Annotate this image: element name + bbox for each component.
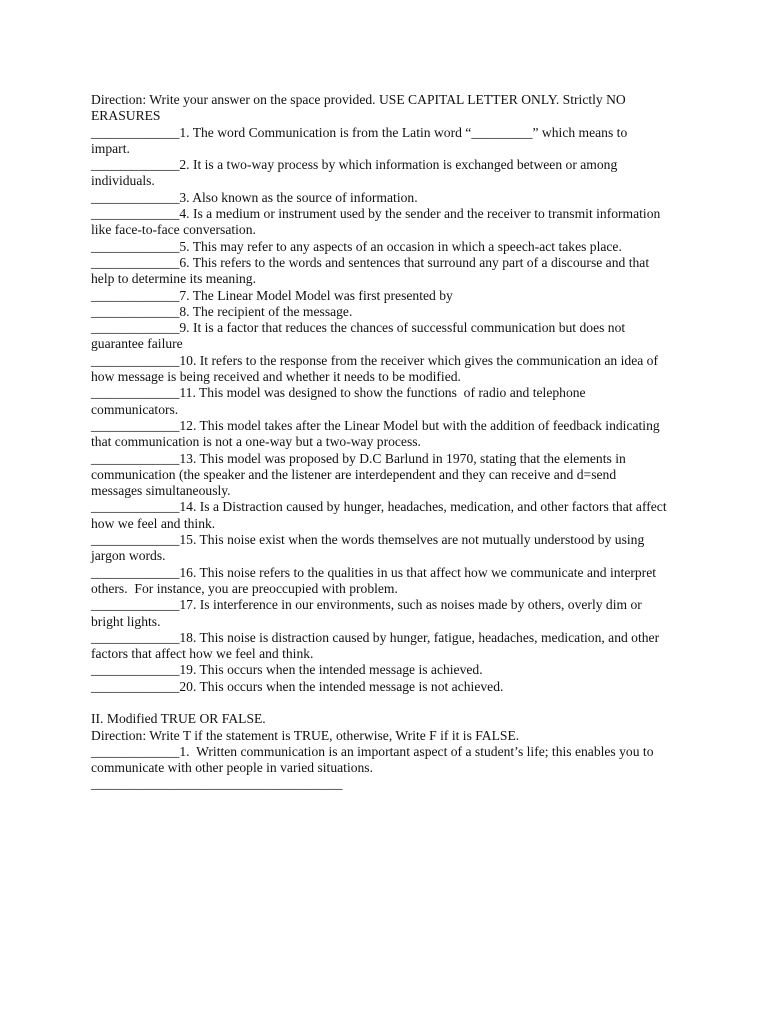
direction-line-2: ERASURES (91, 108, 161, 124)
question-text: _____________10. It refers to the response from the receiver which gives the communication an idea of (91, 352, 658, 368)
question-11 (91, 385, 681, 418)
question-text: _____________6. This refers to the words and sentences that surround any part of a discourse and that (91, 254, 650, 270)
section-spacer (91, 695, 681, 711)
question-text: _____________20. This occurs when the intended message is not achieved. (91, 678, 504, 694)
question-text-cont: that communication is not a one-way but a two-way process. (91, 434, 421, 450)
question-text: _____________7. The Linear Model Model was first presented by (91, 287, 453, 303)
question-text: _____________5. This may refer to any aspects of an occasion in which a speech-act takes place. (91, 238, 622, 254)
question-text: _____________16. This noise refers to the qualities in us that affect how we communicate and interpret (91, 564, 657, 580)
question-text-cont: how we feel and think. (91, 515, 216, 531)
question-text-cont: individuals. (91, 173, 155, 189)
question-text-cont: jargon words. (91, 548, 166, 564)
question-text: _____________9. It is a factor that reduces the chances of successful communication but does not (91, 320, 626, 336)
part2-question-1 (91, 744, 681, 793)
question-text: _____________1. Written communication is an important aspect of a student’s life; this enables you to (91, 743, 654, 759)
question-text-cont: bright lights. (91, 613, 161, 629)
question-text: _____________4. Is a medium or instrument used by the sender and the receiver to transmit information (91, 206, 661, 222)
question-text-cont: messages simultaneously. (91, 483, 231, 499)
question-18 (91, 630, 681, 663)
question-text-cont: communicate with other people in varied situations. (91, 760, 373, 776)
question-text: _____________1. The word Communication is from the Latin word “_________” which means to (91, 124, 628, 140)
question-text: _____________14. Is a Distraction caused by hunger, headaches, medication, and other factors that affect (91, 499, 667, 515)
question-text-cont: impart. (91, 140, 130, 156)
answer-blank-line: _____________________________________ (91, 776, 343, 792)
question-9 (91, 320, 681, 353)
question-10 (91, 353, 681, 386)
question-5 (91, 239, 681, 255)
question-text-cont: communication (the speaker and the listener are interdependent and they can receive and d=send (91, 466, 617, 482)
question-text: _____________2. It is a two-way process by which information is exchanged between or among (91, 157, 618, 173)
question-13 (91, 451, 681, 500)
question-6 (91, 255, 681, 288)
question-text-cont: how message is being received and whether it needs to be modified. (91, 369, 461, 385)
question-text: _____________8. The recipient of the message. (91, 303, 353, 319)
question-19 (91, 662, 681, 678)
question-text: _____________3. Also known as the source of information. (91, 189, 418, 205)
question-15 (91, 532, 681, 565)
question-1 (91, 125, 681, 158)
question-16 (91, 565, 681, 598)
question-text: _____________15. This noise exist when the words themselves are not mutually understood by using (91, 532, 645, 548)
worksheet-page (91, 92, 681, 793)
question-text-cont: guarantee failure (91, 336, 183, 352)
question-text: _____________19. This occurs when the intended message is achieved. (91, 662, 483, 678)
question-text: _____________13. This model was proposed by D.C Barlund in 1970, stating that the elements in (91, 450, 626, 466)
question-text-cont: factors that affect how we feel and think. (91, 646, 314, 662)
question-text-cont: help to determine its meaning. (91, 271, 256, 287)
question-12 (91, 418, 681, 451)
question-2 (91, 157, 681, 190)
question-8 (91, 304, 681, 320)
question-text: _____________18. This noise is distraction caused by hunger, fatigue, headaches, medication, and other (91, 629, 660, 645)
question-text: _____________12. This model takes after the Linear Model but with the addition of feedback indicating (91, 417, 660, 433)
question-text: _____________11. This model was designed to show the functions of radio and telephone (91, 385, 586, 401)
question-4 (91, 206, 681, 239)
question-text-cont: like face-to-face conversation. (91, 222, 256, 238)
question-text: _____________17. Is interference in our environments, such as noises made by others, overly dim or (91, 597, 642, 613)
part2-direction: Direction: Write T if the statement is TRUE, otherwise, Write F if it is FALSE. (91, 727, 520, 743)
question-text-cont: communicators. (91, 401, 179, 417)
question-text-cont: others. For instance, you are preoccupied with problem. (91, 580, 398, 596)
question-17 (91, 597, 681, 630)
question-3 (91, 190, 681, 206)
direction-line-1: Direction: Write your answer on the space provided. USE CAPITAL LETTER ONLY. Strictly NO (91, 92, 626, 107)
part2-heading: II. Modified TRUE OR FALSE. (91, 711, 266, 727)
question-7 (91, 288, 681, 304)
question-20 (91, 679, 681, 695)
question-14 (91, 499, 681, 532)
